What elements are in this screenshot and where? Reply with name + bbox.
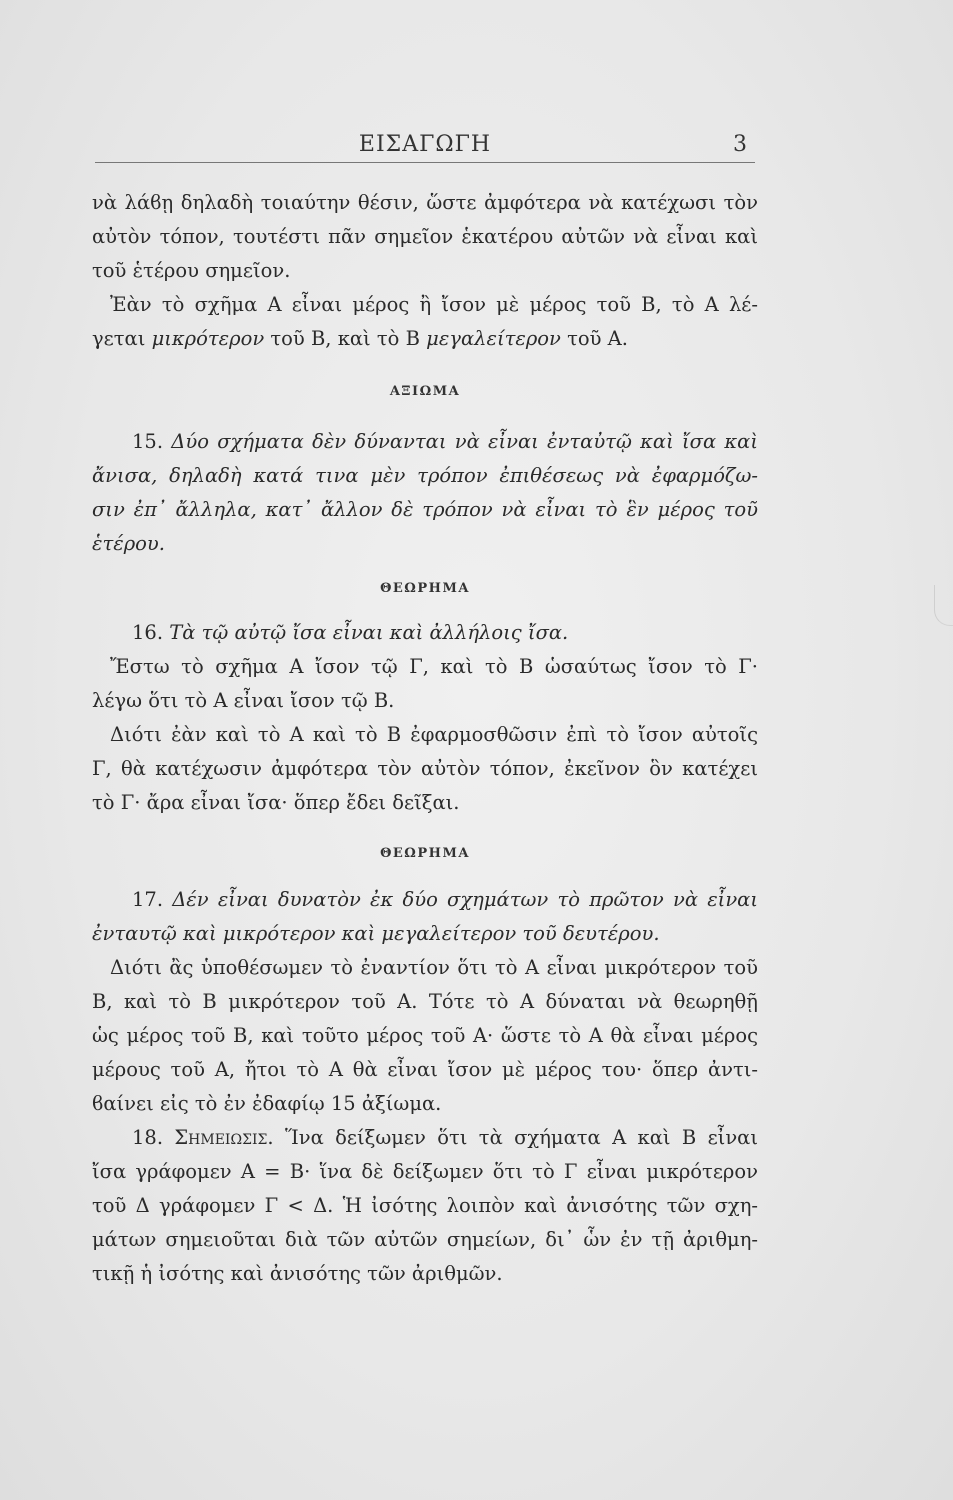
theorem-statement: 17. Δέν εἶναι δυνατὸν ἐκ δύο σχημάτων τὸ πρῶτον νὰ εἶναι xyxy=(132,888,758,911)
axiom-line: ἄνισα, δηλαδὴ κατά τινα μὲν τρόπον ἐπιθέσεως νὰ ἐφαρμόζω- xyxy=(92,464,758,487)
note-line: τικῇ ἡ ἰσότης καὶ ἀνισότης τῶν ἀριθμῶν. xyxy=(92,1262,503,1285)
note-number: 18. xyxy=(132,1126,164,1149)
theorem-number: 16. xyxy=(132,621,164,644)
page-header xyxy=(95,132,755,163)
axiom-line: ἑτέρου. xyxy=(92,532,165,555)
text-line: Διότι ἂς ὑποθέσωμεν τὸ ἐναντίον ὅτι τὸ Α εἶναι μικρότερον τοῦ xyxy=(110,956,758,979)
text-line: ὡς μέρος τοῦ Β, καὶ τοῦτο μέρος τοῦ Α· ὥστε τὸ Α θὰ εἶναι μέρος xyxy=(92,1024,758,1047)
text-line: γεται μικρότερον τοῦ Β, καὶ τὸ Β μεγαλείτερον τοῦ Α. xyxy=(92,327,628,350)
theorem-number: 17. xyxy=(132,888,164,911)
section-heading-axiom: ΑΞΙΩΜΑ xyxy=(389,384,461,399)
text-line: νὰ λάϐῃ δηλαδὴ τοιαύτην θέσιν, ὥστε ἀμφότερα νὰ κατέχωσι τὸν xyxy=(92,191,758,214)
text-line: τοῦ ἑτέρου σημεῖον. xyxy=(92,259,291,282)
page-number: 3 xyxy=(733,132,747,157)
text-line: Ἔστω τὸ σχῆμα Α ἴσον τῷ Γ, καὶ τὸ Β ὡσαύτως ἴσον τὸ Γ· xyxy=(110,655,758,678)
theorem-statement: ἐνταυτῷ καὶ μικρότερον καὶ μεγαλείτερον τοῦ δευτέρου. xyxy=(92,922,660,945)
text-line: Ἐὰν τὸ σχῆμα Α εἶναι μέρος ἢ ἴσον μὲ μέρος τοῦ Β, τὸ Α λέ- xyxy=(110,293,758,316)
note-line: μάτων σημειοῦται διὰ τῶν αὐτῶν σημείων, δι᾽ ὧν ἐν τῇ ἀριθμη- xyxy=(92,1228,758,1251)
term-greater: μεγαλείτερον xyxy=(426,327,561,350)
theorem-statement: 16. Τὰ τῷ αὐτῷ ἴσα εἶναι καὶ ἀλλήλοις ἴσα. xyxy=(132,621,569,644)
section-heading-theorem: ΘΕΩΡΗΜΑ xyxy=(380,581,470,596)
text-line: τὸ Γ· ἄρα εἶναι ἴσα· ὅπερ ἔδει δεῖξαι. xyxy=(92,791,460,814)
note-line: 18. Σημειωσις. Ἵνα δείξωμεν ὅτι τὰ σχήματα Α καὶ Β εἶναι xyxy=(132,1126,758,1149)
axiom-line: 15. Δύο σχήματα δὲν δύνανται νὰ εἶναι ἐνταὐτῷ καὶ ἴσα καὶ xyxy=(132,430,758,453)
page-body xyxy=(92,186,758,1291)
text-line: Β, καὶ τὸ Β μικρότερον τοῦ Α. Τότε τὸ Α δύναται νὰ θεωρηθῇ xyxy=(92,990,758,1013)
axiom-number: 15. xyxy=(132,430,164,453)
text-line: Γ, θὰ κατέχωσιν ἀμφότερα τὸν αὐτὸν τόπον, ἐκεῖνον ὃν κατέχει xyxy=(92,757,758,780)
text-line: ϐαίνει εἰς τὸ ἐν ἐδαφίῳ 15 ἀξίωμα. xyxy=(92,1092,442,1115)
term-smaller: μικρότερον xyxy=(151,327,265,350)
text-line: Διότι ἐὰν καὶ τὸ Α καὶ τὸ Β ἐφαρμοσθῶσιν ἐπὶ τὸ ἴσον αὐτοῖς xyxy=(110,723,758,746)
text-line: λέγω ὅτι τὸ Α εἶναι ἴσον τῷ Β. xyxy=(92,689,395,712)
running-title: ΕΙΣΑΓΩΓΗ xyxy=(358,132,492,157)
section-heading-theorem: ΘΕΩΡΗΜΑ xyxy=(380,846,470,861)
page-fold-mark xyxy=(934,585,953,626)
note-label: Σημειωσις. xyxy=(163,1126,274,1149)
text-line: αὐτὸν τόπον, τουτέστι πᾶν σημεῖον ἑκατέρου αὐτῶν νὰ εἶναι καὶ xyxy=(92,225,758,248)
note-line: ἴσα γράφομεν Α = Β· ἵνα δὲ δείξωμεν ὅτι τὸ Γ εἶναι μικρότερον xyxy=(92,1160,758,1183)
axiom-line: σιν ἐπ᾽ ἄλληλα, κατ᾽ ἄλλον δὲ τρόπον νὰ εἶναι τὸ ἓν μέρος τοῦ xyxy=(92,498,758,521)
note-line: τοῦ Δ γράφομεν Γ < Δ. Ἡ ἰσότης λοιπὸν καὶ ἀνισότης τῶν σχη- xyxy=(92,1194,758,1217)
text-line: μέρους τοῦ Α, ἤτοι τὸ Α θὰ εἶναι ἴσον μὲ μέρος του· ὅπερ ἀντι- xyxy=(92,1058,758,1081)
